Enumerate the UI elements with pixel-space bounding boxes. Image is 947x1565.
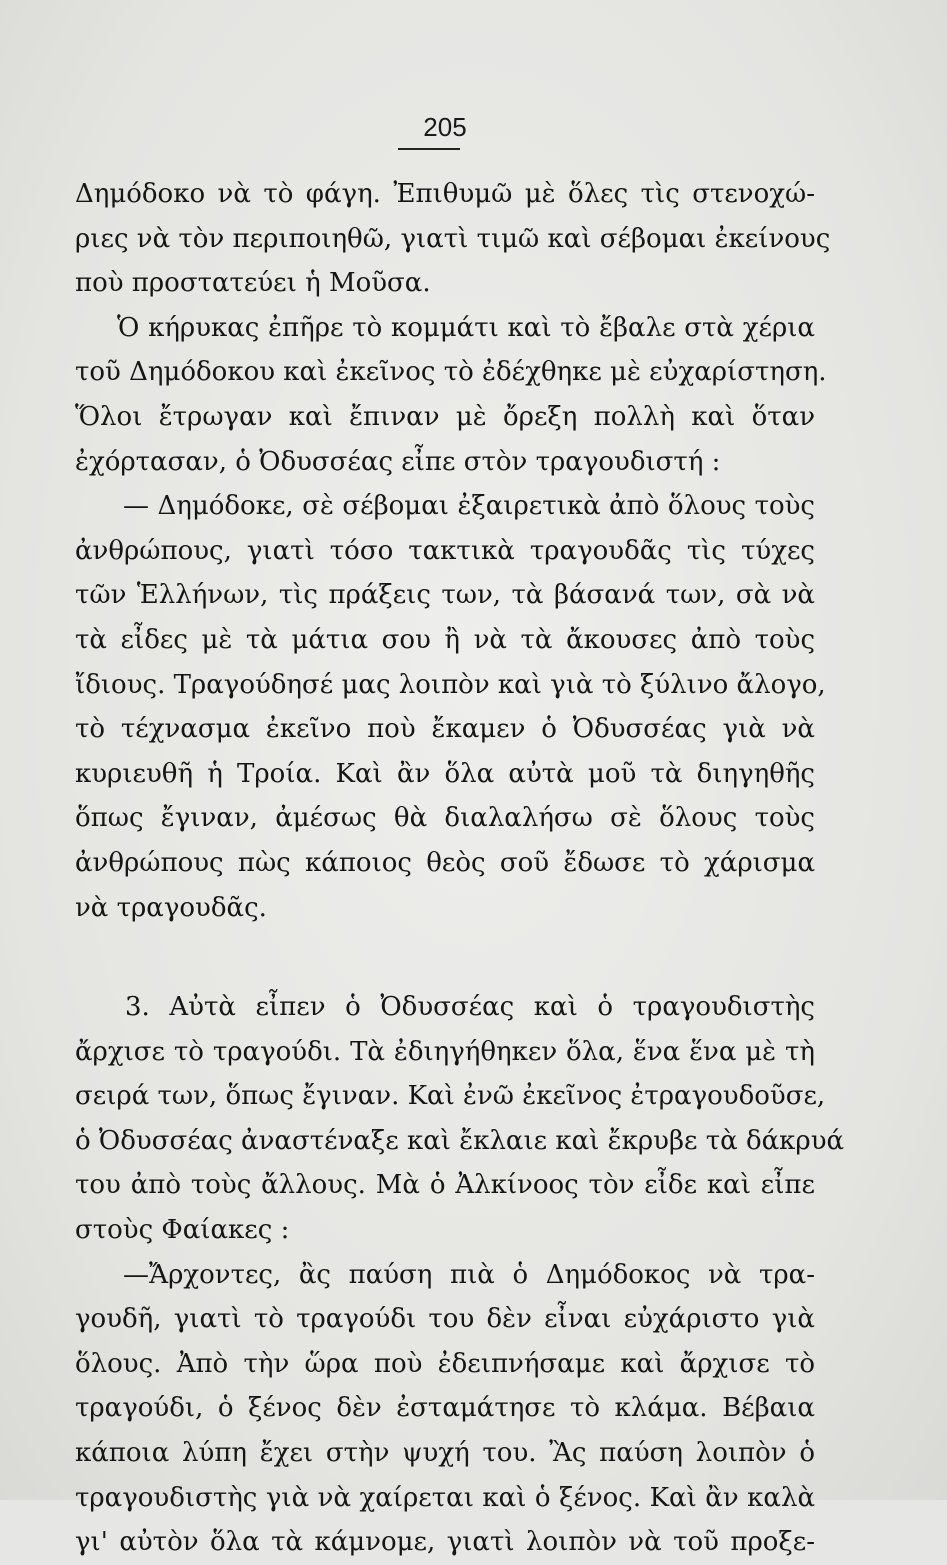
text-line: τραγουδιστὴς γιὰ νὰ χαίρεται καὶ ὁ ξένος. Καὶ ἂν καλὰ xyxy=(75,1482,815,1513)
page-number: 205 xyxy=(423,112,467,142)
text-line: γι' αὐτὸν ὅλα τὰ κάμνομε, γιατὶ λοιπὸν νὰ τοῦ προξε- xyxy=(75,1527,815,1558)
page-number-underline xyxy=(398,148,460,150)
text-line: τραγούδι, ὁ ξένος δὲν ἐσταμάτησε τὸ κλάμα. Βέβαια xyxy=(75,1393,815,1424)
text-line: Ὁ κήρυκας ἐπῆρε τὸ κομμάτι καὶ τὸ ἔβαλε στὰ χέρια xyxy=(117,312,815,343)
text-line: 3. Αὐτὰ εἶπεν ὁ Ὀδυσσέας καὶ ὁ τραγουδιστὴς xyxy=(125,992,815,1023)
text-line: ὅλους. Ἀπὸ τὴν ὥρα ποὺ ἐδειπνήσαμε καὶ ἄρχισε τὸ xyxy=(75,1348,815,1379)
paragraph-gap xyxy=(75,930,815,985)
text-line: τῶν Ἑλλήνων, τὶς πράξεις των, τὰ βάσανά των, σὰ νὰ xyxy=(75,580,815,611)
text-line: ἐχόρτασαν, ὁ Ὀδυσσέας εἶπε στὸν τραγουδιστή : xyxy=(75,446,721,477)
text-line: τοῦ Δημόδοκου καὶ ἐκεῖνος τὸ ἐδέχθηκε μὲ εὐχαρίστηση. xyxy=(75,357,827,388)
text-line: ὁ Ὀδυσσέας ἀναστέναξε καὶ ἔκλαιε καὶ ἔκρυβε τὰ δάκρυά xyxy=(75,1125,845,1156)
text-line: κυριευθῆ ἡ Τροία. Καὶ ἂν ὅλα αὐτὰ μοῦ τὰ διηγηθῆς xyxy=(75,758,815,789)
text-line: τὰ εἶδες μὲ τὰ μάτια σου ἢ νὰ τὰ ἄκουσες ἀπὸ τοὺς xyxy=(75,624,815,655)
text-line: νὰ τραγουδᾶς. xyxy=(75,892,267,923)
text-line: ποὺ προστατεύει ἡ Μοῦσα. xyxy=(75,268,431,299)
text-line: ἀνθρώπους πὼς κάποιος θεὸς σοῦ ἔδωσε τὸ χάρισμα xyxy=(75,847,815,878)
text-line: ἀνθρώπους, γιατὶ τόσο τακτικὰ τραγουδᾶς τὶς τύχες xyxy=(75,535,815,566)
text-line: τὸ τέχνασμα ἐκεῖνο ποὺ ἔκαμεν ὁ Ὀδυσσέας γιὰ νὰ xyxy=(75,714,815,745)
text-line: ἄρχισε τὸ τραγούδι. Τὰ ἐδιηγήθηκεν ὅλα, ἕνα ἕνα μὲ τὴ xyxy=(75,1036,815,1067)
text-line: ὅπως ἔγιναν, ἀμέσως θὰ διαλαλήσω σὲ ὅλους τοὺς xyxy=(75,803,815,834)
text-line: σειρά των, ὅπως ἔγιναν. Καὶ ἐνῶ ἐκεῖνος ἐτραγουδοῦσε, xyxy=(75,1081,826,1112)
text-line: ριες νὰ τὸν περιποιηθῶ, γιατὶ τιμῶ καὶ σέβομαι ἐκείνους xyxy=(75,223,831,254)
text-line: ἴδιους. Τραγούδησέ μας λοιπὸν καὶ γιὰ τὸ ξύλινο ἄλογο, xyxy=(75,669,826,700)
text-line: στοὺς Φαίακες : xyxy=(75,1215,290,1246)
text-line: κάποια λύπη ἔχει στὴν ψυχή του. Ἂς παύση λοιπὸν ὁ xyxy=(75,1438,815,1469)
text-line: —Ἄρχοντες, ἂς παύση πιὰ ὁ Δημόδοκος νὰ τρα- xyxy=(123,1259,815,1290)
text-line: Δημόδοκο νὰ τὸ φάγη. Ἐπιθυμῶ μὲ ὅλες τὶς στενοχώ- xyxy=(75,179,815,209)
text-line: Ὅλοι ἔτρωγαν καὶ ἔπιναν μὲ ὄρεξη πολλὴ καὶ ὅταν xyxy=(75,401,815,432)
text-line: — Δημόδοκε, σὲ σέβομαι ἐξαιρετικὰ ἀπὸ ὅλους τοὺς xyxy=(123,491,815,522)
text-line: γουδῆ, γιατὶ τὸ τραγούδι του δὲν εἶναι εὐχάριστο γιὰ xyxy=(75,1304,815,1335)
text-line: του ἀπὸ τοὺς ἄλλους. Μὰ ὁ Ἀλκίνοος τὸν εἶδε καὶ εἶπε xyxy=(75,1170,815,1201)
body-text xyxy=(75,172,845,1565)
